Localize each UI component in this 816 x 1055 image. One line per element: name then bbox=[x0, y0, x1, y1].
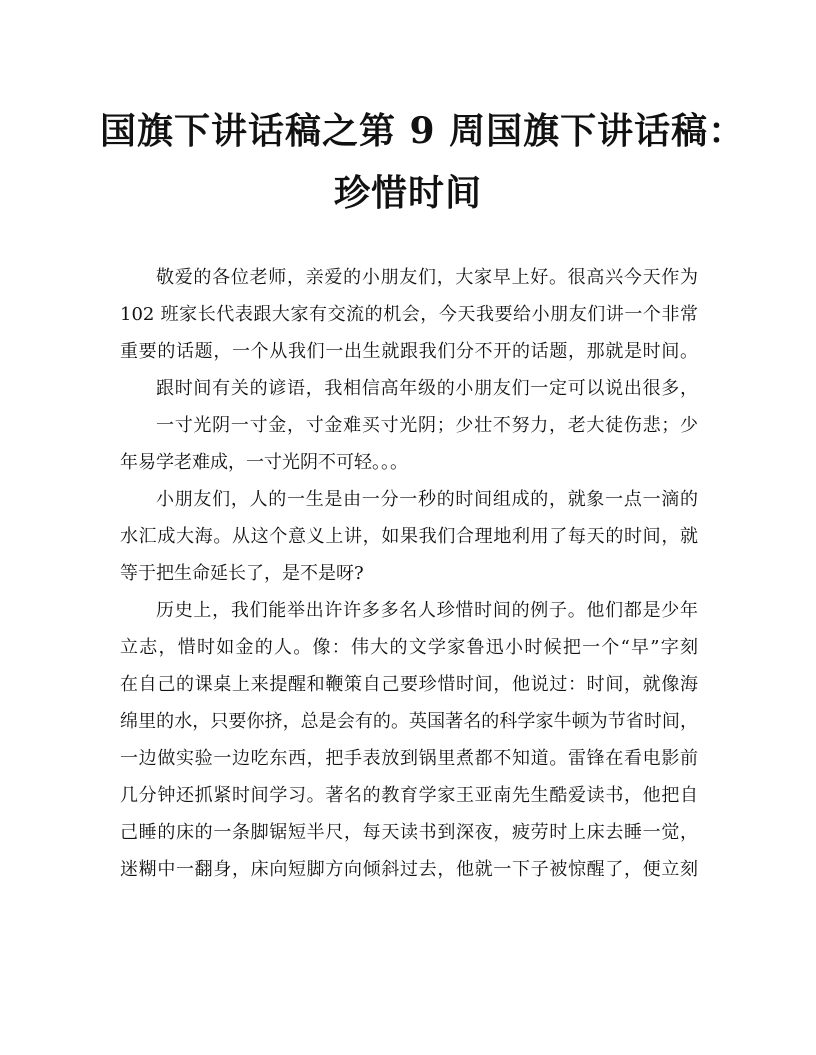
paragraph-line: 一寸光阴一寸金，寸金难买寸光阴；少壮不努力，老大徒伤悲；少 bbox=[156, 415, 698, 436]
paragraph-line: 几分钟还抓紧时间学习。著名的教育学家王亚南先生酷爱读书，他把自 bbox=[120, 785, 698, 806]
paragraph-line: 一边做实验一边吃东西，把手表放到锅里煮都不知道。雷锋在看电影前 bbox=[120, 748, 698, 769]
paragraph-line: 102 班家长代表跟大家有交流的机会，今天我要给小朋友们讲一个非常 bbox=[120, 304, 698, 325]
paragraph-line: 己睡的床的一条脚锯短半尺，每天读书到深夜，疲劳时上床去睡一觉， bbox=[120, 822, 698, 843]
paragraph-line: 重要的话题，一个从我们一出生就跟我们分不开的话题，那就是时间。 bbox=[120, 341, 698, 362]
paragraph-line: 立志，惜时如金的人。像：伟大的文学家鲁迅小时候把一个“早”字刻 bbox=[120, 637, 698, 658]
paragraph-line: 在自己的课桌上来提醒和鞭策自己要珍惜时间，他说过：时间，就像海 bbox=[120, 674, 698, 695]
paragraph-line: 小朋友们，人的一生是由一分一秒的时间组成的，就象一点一滴的 bbox=[156, 489, 698, 510]
paragraph-line: 水汇成大海。从这个意义上讲，如果我们合理地利用了每天的时间，就 bbox=[120, 526, 698, 547]
paragraph-line: 绵里的水，只要你挤，总是会有的。英国著名的科学家牛顿为节省时间， bbox=[120, 711, 698, 732]
paragraph-line: 迷糊中一翻身，床向短脚方向倾斜过去，他就一下子被惊醒了，便立刻 bbox=[120, 859, 698, 880]
paragraph-line: 等于把生命延长了，是不是呀? bbox=[120, 563, 364, 584]
title-line-1: 国旗下讲话稿之第 9 周国旗下讲话稿： bbox=[100, 110, 746, 152]
title-line-2: 珍惜时间 bbox=[333, 172, 482, 214]
paragraph-line: 跟时间有关的谚语，我相信高年级的小朋友们一定可以说出很多， bbox=[156, 378, 698, 399]
paragraph-line: 年易学老难成，一寸光阴不可轻。。。 bbox=[120, 452, 408, 473]
paragraph-line: 敬爱的各位老师，亲爱的小朋友们，大家早上好。很高兴今天作为 bbox=[156, 267, 698, 288]
speech-body bbox=[120, 259, 698, 888]
paragraph-line: 历史上，我们能举出许许多多名人珍惜时间的例子。他们都是少年 bbox=[156, 600, 698, 621]
